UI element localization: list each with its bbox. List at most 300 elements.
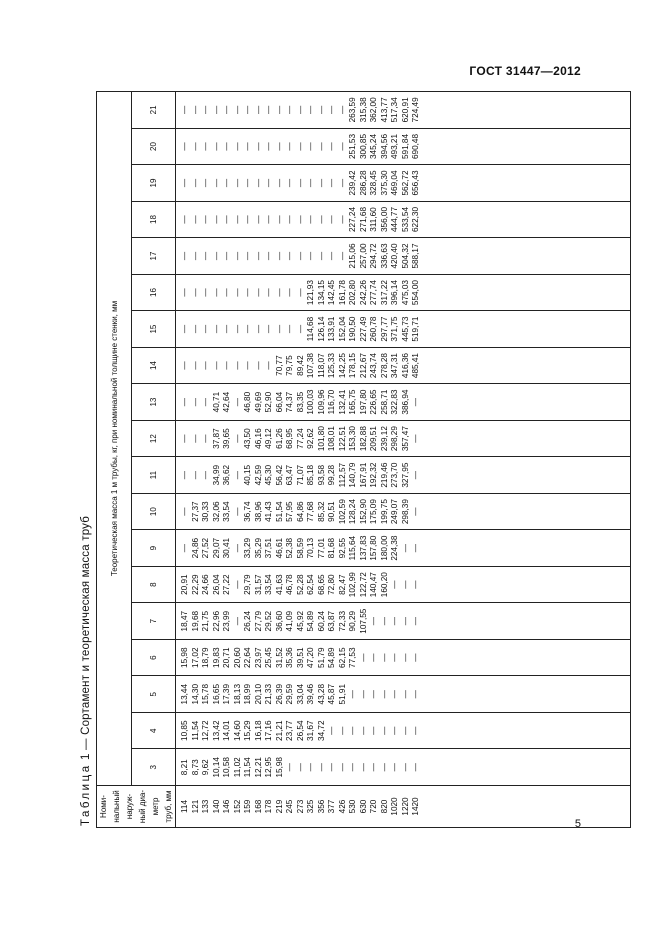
mass-value: 10,85 <box>180 720 189 741</box>
mass-value: 36,62 <box>222 464 231 486</box>
mass-value: 122,72 <box>358 572 368 598</box>
mass-value: 37,51 <box>264 537 273 559</box>
mass-value: 24,66 <box>201 574 210 595</box>
mass-value: — <box>180 324 189 334</box>
mass-value: 42,59 <box>253 464 263 486</box>
mass-value: — <box>190 251 200 261</box>
table-super-header-row <box>97 92 132 828</box>
mass-value: 12,72 <box>201 720 210 741</box>
mass-value: 77,53 <box>348 647 357 668</box>
mass-value: — <box>232 142 242 151</box>
mass-value: — <box>337 251 347 261</box>
mass-value: — <box>390 726 399 735</box>
mass-value: — <box>337 726 347 735</box>
mass-value: 23,77 <box>285 720 294 741</box>
mass-value: 18,13 <box>232 683 242 705</box>
mass-column-6 <box>176 639 631 676</box>
mass-value: 46,61 <box>274 537 284 559</box>
mass-column-9 <box>176 530 631 567</box>
diameter-value: 159 <box>243 799 252 814</box>
mass-value: 11,54 <box>243 757 252 778</box>
mass-column-13 <box>176 384 631 421</box>
mass-value: 52,38 <box>285 537 294 559</box>
mass-value: — <box>337 215 347 224</box>
mass-value: 92,55 <box>337 537 347 559</box>
mass-value: 63,87 <box>327 610 336 632</box>
mass-value: — <box>190 105 200 114</box>
mass-value: 249,07 <box>390 499 399 525</box>
mass-value: — <box>411 763 420 772</box>
mass-value: 16,65 <box>211 683 221 705</box>
mass-value: 493,21 <box>390 133 399 159</box>
mass-value: — <box>232 544 242 553</box>
mass-value: 51,54 <box>274 501 284 522</box>
mass-value: 126,14 <box>316 316 326 342</box>
mass-value: — <box>285 324 294 334</box>
mass-value: 31,52 <box>274 647 284 668</box>
mass-value: — <box>264 142 273 151</box>
mass-value: 77,68 <box>306 501 315 522</box>
mass-value: 112,57 <box>337 462 347 488</box>
mass-value: 115,64 <box>348 535 357 561</box>
table-caption-label: Таблица <box>80 763 92 826</box>
mass-value: 102,99 <box>348 572 357 598</box>
mass-value: 190,50 <box>348 316 357 342</box>
diameter-column-header <box>97 786 176 828</box>
mass-value: — <box>274 215 284 224</box>
mass-value: 116,70 <box>327 389 336 415</box>
mass-value: — <box>264 178 273 188</box>
mass-column-17 <box>176 238 631 275</box>
mass-value: — <box>358 690 368 699</box>
mass-value: — <box>411 690 420 699</box>
mass-value: 142,25 <box>337 353 347 379</box>
thickness-header-6: 6 <box>132 639 176 676</box>
mass-value: — <box>264 324 273 334</box>
mass-value: — <box>400 763 410 772</box>
thickness-header-21: 21 <box>132 92 176 129</box>
mass-value: — <box>285 178 294 188</box>
mass-value: 107,38 <box>306 353 315 379</box>
mass-value: 125,33 <box>327 353 336 379</box>
mass-value: 239,42 <box>348 170 357 196</box>
mass-value: 294,72 <box>369 243 378 269</box>
mass-value: — <box>285 251 294 261</box>
mass-value: 533,54 <box>400 206 410 233</box>
mass-value: — <box>400 726 410 735</box>
mass-value: — <box>243 324 252 334</box>
mass-value: — <box>253 105 263 114</box>
mass-value: 68,65 <box>316 574 326 595</box>
mass-value: 297,77 <box>379 316 389 342</box>
mass-value: 62,15 <box>337 647 347 668</box>
mass-value: — <box>222 178 231 188</box>
mass-value: — <box>190 142 200 151</box>
mass-value: — <box>243 251 252 261</box>
mass-column-16 <box>176 274 631 311</box>
mass-value: 22,29 <box>190 574 200 595</box>
diameter-value: 178 <box>264 799 273 814</box>
mass-value: 356,00 <box>379 206 389 233</box>
thickness-header-8: 8 <box>132 566 176 603</box>
diameter-value: 146 <box>222 799 231 814</box>
mass-value: 15,78 <box>201 683 210 705</box>
mass-value: 251,53 <box>348 133 357 159</box>
thickness-header-10: 10 <box>132 493 176 530</box>
mass-value: — <box>201 398 210 407</box>
mass-value: 202,80 <box>348 280 357 306</box>
mass-value: — <box>411 398 420 407</box>
mass-value: — <box>211 361 221 370</box>
mass-value: — <box>379 726 389 735</box>
mass-value: — <box>327 726 336 735</box>
mass-value: 45,30 <box>264 464 273 486</box>
thickness-header-15: 15 <box>132 311 176 348</box>
diameter-value: 140 <box>211 799 221 814</box>
mass-value: 23,97 <box>253 647 263 668</box>
mass-value: — <box>274 288 284 297</box>
mass-value: 504,32 <box>400 243 410 269</box>
mass-value: — <box>369 653 378 662</box>
mass-value: 25,45 <box>264 647 273 668</box>
mass-value: 227,49 <box>358 316 368 342</box>
mass-column-19 <box>176 165 631 202</box>
mass-column-12 <box>176 420 631 457</box>
mass-value: 24,86 <box>190 537 200 559</box>
mass-column-20 <box>176 128 631 165</box>
mass-value: 37,87 <box>211 428 221 449</box>
mass-value: 72,80 <box>327 574 336 595</box>
mass-value: 416,36 <box>400 353 410 379</box>
mass-value: 121,93 <box>306 280 315 306</box>
diameter-value: 325 <box>306 799 315 814</box>
mass-value: — <box>201 105 210 114</box>
mass-value: — <box>180 178 189 188</box>
mass-value: 43,50 <box>243 428 252 449</box>
mass-value: — <box>306 178 315 188</box>
thickness-header-9: 9 <box>132 530 176 567</box>
diameter-value: 630 <box>358 799 368 814</box>
diameter-value: 820 <box>379 799 389 814</box>
document-code: ГОСТ 31447—2012 <box>469 64 581 78</box>
mass-value: — <box>274 251 284 261</box>
mass-value: 92,62 <box>306 428 315 449</box>
mass-value: 588,17 <box>411 243 420 269</box>
mass-value: 39,65 <box>222 428 231 449</box>
mass-value: — <box>222 215 231 224</box>
diameter-value: 1020 <box>390 797 399 816</box>
mass-value: — <box>379 617 389 626</box>
mass-value: 227,24 <box>348 206 357 233</box>
mass-value: — <box>411 471 420 480</box>
mass-column-18 <box>176 201 631 238</box>
mass-value: — <box>285 142 294 151</box>
mass-value: — <box>232 105 242 114</box>
mass-value: 33,54 <box>222 501 231 522</box>
mass-value: — <box>232 361 242 370</box>
mass-value: 39,46 <box>306 683 315 705</box>
mass-value: 17,02 <box>190 647 200 668</box>
mass-value: 54,89 <box>306 610 315 632</box>
mass-value: 18,47 <box>180 610 189 632</box>
mass-value: — <box>253 215 263 224</box>
thickness-header-13: 13 <box>132 384 176 421</box>
thickness-header-14: 14 <box>132 347 176 384</box>
mass-value: 35,36 <box>285 647 294 668</box>
mass-value: — <box>243 105 252 114</box>
mass-value: 29,79 <box>243 574 252 595</box>
thickness-header-11: 11 <box>132 457 176 494</box>
mass-value: 85,18 <box>306 464 315 486</box>
mass-value: 311,60 <box>369 207 378 232</box>
mass-value: — <box>316 763 326 772</box>
mass-value: 29,07 <box>211 537 221 559</box>
mass-value: — <box>180 251 189 261</box>
mass-value: 8,21 <box>180 759 189 776</box>
mass-value: — <box>369 763 378 772</box>
mass-value: — <box>295 288 305 297</box>
thickness-header-16: 16 <box>132 274 176 311</box>
mass-column-15 <box>176 311 631 348</box>
diameter-header-line: Номи- <box>99 795 108 818</box>
mass-value: 554,00 <box>411 280 420 306</box>
mass-value: 445,73 <box>400 316 410 342</box>
mass-value: 485,41 <box>411 353 420 379</box>
mass-value: 519,71 <box>411 316 420 342</box>
mass-value: — <box>180 471 189 480</box>
mass-value: — <box>306 251 315 261</box>
mass-value: 41,43 <box>264 501 273 522</box>
table-values-row <box>176 92 631 828</box>
table-caption-title: 1 — Сортамент и теоретическая масса труб <box>80 515 92 764</box>
mass-value: 57,95 <box>285 501 294 522</box>
mass-value: — <box>190 398 200 407</box>
mass-value: 30,41 <box>222 537 231 559</box>
mass-value: 278,28 <box>379 353 389 379</box>
mass-value: 33,29 <box>243 537 252 559</box>
mass-value: — <box>295 178 305 188</box>
mass-value: — <box>390 690 399 699</box>
mass-value: 444,77 <box>390 206 399 233</box>
mass-value: 298,39 <box>400 499 410 525</box>
mass-value: — <box>337 763 347 772</box>
mass-value: 11,02 <box>232 757 242 778</box>
diameter-value: 114 <box>180 799 189 814</box>
mass-value: 20,71 <box>222 647 231 668</box>
mass-value: 16,18 <box>253 720 263 741</box>
mass-value: 724,49 <box>411 97 420 123</box>
mass-value: 15,98 <box>274 757 284 778</box>
mass-value: 157,80 <box>369 535 378 561</box>
mass-value: 420,40 <box>390 243 399 269</box>
thickness-header-7: 7 <box>132 603 176 640</box>
mass-value: — <box>400 580 410 589</box>
mass-value: — <box>348 726 357 735</box>
mass-value: — <box>264 251 273 261</box>
mass-value: 273,70 <box>390 462 399 488</box>
mass-value: — <box>411 617 420 626</box>
mass-value: — <box>274 142 284 151</box>
mass-value: — <box>306 763 315 772</box>
mass-value: 63,47 <box>285 464 294 486</box>
mass-value: 8,73 <box>190 759 200 776</box>
mass-value: 134,15 <box>316 280 326 306</box>
mass-value: — <box>327 215 336 224</box>
mass-value: — <box>232 617 242 626</box>
mass-value: 167,91 <box>358 462 368 488</box>
mass-value: 58,59 <box>295 537 305 559</box>
mass-value: 70,13 <box>306 537 315 559</box>
mass-value: 22,64 <box>243 647 252 668</box>
mass-value: — <box>264 361 273 370</box>
mass-value: 100,03 <box>306 389 315 415</box>
mass-value: 15,98 <box>180 647 189 668</box>
mass-value: 34,72 <box>316 720 326 741</box>
mass-value: — <box>264 288 273 297</box>
mass-value: 101,80 <box>316 426 326 452</box>
mass-value: — <box>400 653 410 662</box>
mass-value: 90,51 <box>327 501 336 522</box>
mass-value: — <box>232 507 242 516</box>
mass-column-8 <box>176 566 631 603</box>
mass-value: 394,56 <box>379 133 389 159</box>
mass-value: 26,54 <box>295 720 305 741</box>
mass-value: — <box>190 361 200 370</box>
mass-value: 298,29 <box>390 426 399 452</box>
mass-value: 199,75 <box>379 499 389 525</box>
mass-value: 93,58 <box>316 464 326 486</box>
mass-value: 180,00 <box>379 535 389 561</box>
mass-value: 40,15 <box>243 464 252 486</box>
mass-value: — <box>264 215 273 224</box>
mass-value: 161,78 <box>337 280 347 306</box>
mass-value: 327,95 <box>400 462 410 488</box>
mass-value: — <box>316 142 326 151</box>
mass-value: 27,37 <box>190 501 200 522</box>
mass-value: 219,46 <box>379 462 389 488</box>
mass-value: — <box>222 324 231 334</box>
mass-value: — <box>411 726 420 735</box>
mass-value: 263,59 <box>348 97 357 123</box>
mass-value: 13,42 <box>211 720 221 741</box>
mass-value: — <box>180 105 189 114</box>
mass-value: — <box>411 653 420 662</box>
mass-value: — <box>232 434 242 443</box>
mass-value: 396,14 <box>390 280 399 306</box>
mass-value: 45,87 <box>327 683 336 705</box>
mass-value: 197,80 <box>358 389 368 415</box>
mass-value: — <box>285 105 294 114</box>
mass-value: 41,63 <box>274 574 284 595</box>
mass-value: 133,91 <box>327 316 336 342</box>
mass-value: — <box>295 763 305 772</box>
mass-column-5 <box>176 676 631 713</box>
mass-value: 33,54 <box>264 574 273 595</box>
mass-value: 562,72 <box>400 170 410 196</box>
mass-value: 39,51 <box>295 647 305 668</box>
mass-value: 17,16 <box>264 720 273 741</box>
mass-value: 29,59 <box>285 683 294 705</box>
mass-value: — <box>390 763 399 772</box>
mass-value: — <box>316 215 326 224</box>
mass-value: — <box>211 178 221 188</box>
mass-value: 243,74 <box>369 353 378 379</box>
mass-value: 102,59 <box>337 499 347 525</box>
mass-value: — <box>190 288 200 297</box>
mass-value: — <box>201 251 210 261</box>
mass-value: 322,83 <box>390 389 399 415</box>
pipe-weight-table <box>96 91 631 828</box>
mass-value: — <box>348 690 357 699</box>
mass-value: 153,30 <box>348 426 357 452</box>
diameter-value: 273 <box>295 799 305 814</box>
mass-value: 38,96 <box>253 501 263 522</box>
diameter-column <box>176 786 631 828</box>
mass-value: 226,65 <box>369 389 378 415</box>
mass-value: 41,09 <box>285 610 294 632</box>
mass-value: 36,60 <box>274 610 284 632</box>
mass-value: 271,68 <box>358 206 368 233</box>
mass-value: 9,62 <box>201 759 210 776</box>
mass-value: — <box>232 580 242 589</box>
mass-value: — <box>400 617 410 626</box>
mass-value: — <box>222 361 231 370</box>
mass-value: — <box>327 105 336 114</box>
mass-value: — <box>232 215 242 224</box>
mass-column-14 <box>176 347 631 384</box>
mass-value: — <box>327 178 336 188</box>
mass-value: — <box>180 507 189 516</box>
mass-value: 77,01 <box>316 537 326 559</box>
diameter-value: 1220 <box>400 797 410 816</box>
mass-value: — <box>211 324 221 334</box>
mass-value: 81,68 <box>327 537 336 559</box>
diameter-header-line: метр <box>151 797 160 816</box>
mass-value: — <box>180 361 189 370</box>
mass-value: 315,38 <box>358 97 368 123</box>
diameter-value: 356 <box>316 799 326 814</box>
mass-value: 165,75 <box>348 389 357 415</box>
mass-value: 10,58 <box>222 757 231 778</box>
mass-value: 27,79 <box>253 610 263 632</box>
diameter-value: 152 <box>232 799 242 814</box>
mass-value: 61,26 <box>274 428 284 449</box>
mass-value: 60,24 <box>316 610 326 632</box>
mass-value: 52,28 <box>295 574 305 595</box>
mass-value: — <box>253 251 263 261</box>
mass-value: — <box>201 361 210 370</box>
mass-value: 71,07 <box>295 464 305 486</box>
mass-value: 469,04 <box>390 170 399 196</box>
mass-value: — <box>180 288 189 297</box>
mass-value: — <box>180 142 189 151</box>
mass-value: 21,33 <box>264 683 273 705</box>
mass-value: — <box>201 178 210 188</box>
thickness-header-20: 20 <box>132 128 176 165</box>
mass-value: 32,06 <box>211 501 221 522</box>
mass-value: — <box>295 324 305 334</box>
mass-value: 74,37 <box>285 391 294 413</box>
mass-value: — <box>222 105 231 114</box>
mass-value: — <box>211 105 221 114</box>
mass-value: — <box>369 617 378 626</box>
mass-column-3 <box>176 749 631 786</box>
mass-value: — <box>180 398 189 407</box>
mass-value: 690,48 <box>411 133 420 159</box>
mass-value: — <box>222 251 231 261</box>
mass-value: 11,54 <box>190 720 200 741</box>
mass-value: 18,99 <box>243 683 252 705</box>
